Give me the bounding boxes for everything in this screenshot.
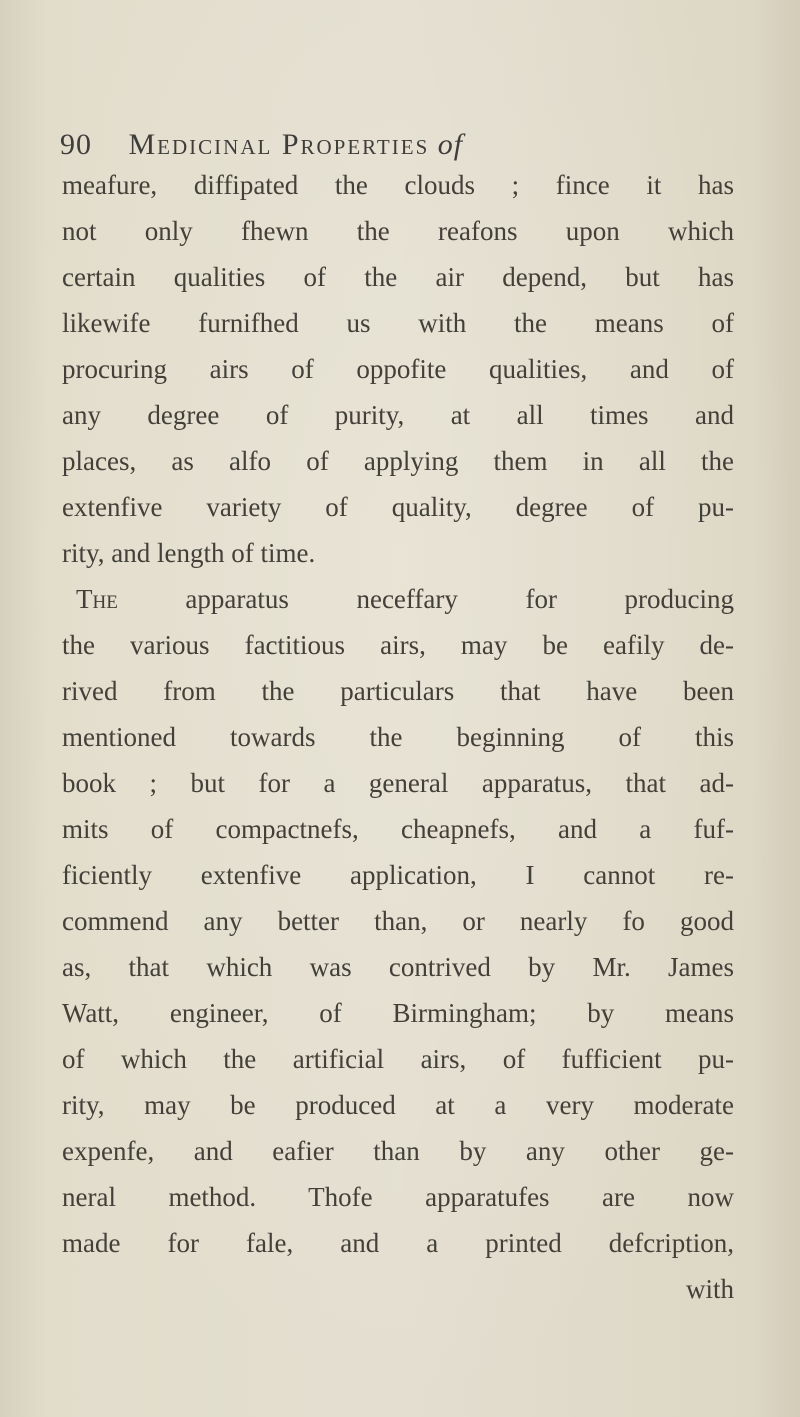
text-line: commend any better than, or nearly fo good — [62, 906, 734, 936]
text-line: certain qualities of the air depend, but has — [62, 262, 734, 292]
text-line: likewife furnifhed us with the means of — [62, 308, 734, 338]
paragraph-initial-word: The — [76, 584, 118, 614]
text-line: rived from the particulars that have been — [62, 676, 734, 706]
text-line: made for fale, and a printed defcription, — [62, 1228, 734, 1258]
text-line: rity, and length of time. — [62, 538, 316, 568]
text-line: book ; but for a general apparatus, that ad- — [62, 768, 734, 798]
text-line: meafure, diffipated the clouds ; fince it has — [62, 170, 734, 200]
text-line-first — [62, 576, 734, 622]
text-line: ficiently extenfive application, I cannot re- — [62, 860, 734, 890]
paragraph-1 — [62, 162, 734, 576]
first-line-text: apparatus neceffary for producing — [185, 584, 734, 614]
running-title: Medicinal Properties — [128, 128, 430, 161]
text-line: rity, may be produced at a very moderate — [62, 1090, 734, 1120]
text-line: mentioned towards the beginning of this — [62, 722, 734, 752]
text-line: mits of compactnefs, cheapnefs, and a fuf- — [62, 814, 734, 844]
text-line: Watt, engineer, of Birmingham; by means — [62, 998, 734, 1028]
paragraph-2 — [62, 576, 734, 1312]
text-line: the various factitious airs, may be eafily de- — [62, 630, 734, 660]
text-line: places, as alfo of applying them in all the — [62, 446, 734, 476]
text-line: as, that which was contrived by Mr. James — [62, 952, 734, 982]
text-line: expenfe, and eafier than by any other ge- — [62, 1136, 734, 1166]
page-number: 90 — [60, 128, 92, 161]
running-head — [60, 128, 463, 162]
text-line: not only fhewn the reafons upon which — [62, 216, 734, 246]
catchword: with — [685, 1274, 734, 1304]
text-line: neral method. Thofe apparatufes are now — [62, 1182, 734, 1212]
text-line: of which the artificial airs, of fufficient pu- — [62, 1044, 734, 1074]
text-line: procuring airs of oppofite qualities, and of — [62, 354, 734, 384]
text-line: any degree of purity, at all times and — [62, 400, 734, 430]
running-title-suffix: of — [437, 128, 464, 161]
text-line: extenfive variety of quality, degree of pu- — [62, 492, 734, 522]
